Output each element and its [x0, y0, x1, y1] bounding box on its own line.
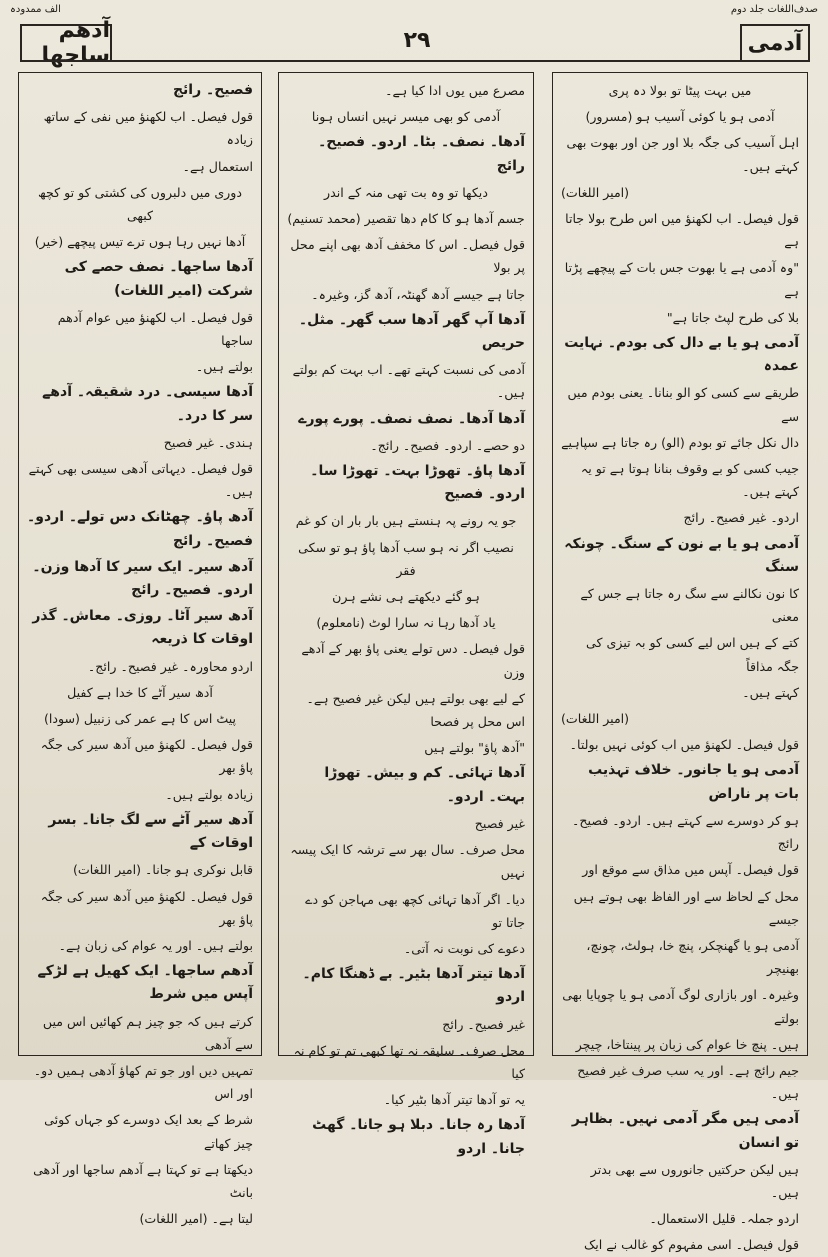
text-line: جیم رائج ہے۔ اور یہ سب صرف غیر فصیح ہیں۔ [577, 1062, 799, 1102]
text-line: یہ تو آدھا تیتر آدھا بٹیر کیا۔ [383, 1092, 525, 1108]
text-line: اردو جملہ۔ قلیل الاستعمال۔ [649, 1211, 799, 1227]
text-line: زیادہ بولتے ہیں۔ [165, 786, 253, 802]
page-header [0, 20, 828, 66]
text-line: آدمی ہو یا گھنچکر، پنچ خا، ہولٹ، چونچ، بھنیچر [586, 937, 799, 977]
text-line: دیکھا تو وہ بت تھی منہ کے اندر [324, 184, 488, 200]
text-line: "آدھ پاؤ" بولتے ہیں [424, 740, 525, 756]
text-line: دال نکل جائے تو بودم (الو) رہ جاتا ہے سپاہیے [561, 434, 799, 450]
entry-headword-line: آدھ سیر۔ ایک سیر کا آدھا وزن۔ اردو۔ فصیح۔ رائج [32, 558, 253, 599]
text-line: جاتا ہے جیسے آدھ گھنٹہ، آدھ گز، وغیرہ۔ [311, 286, 525, 302]
text-line: اردو۔ غیر فصیح۔ رائج [683, 510, 799, 526]
entry-headword-line: آدھا آدھا۔ نصف نصف۔ پورے پورے [298, 410, 525, 427]
text-line: دوری میں دلبروں کی کشتی کو تو کچھ کبھی [38, 184, 242, 224]
text-line: نصیب اگر نہ ہو سب آدھا پاؤ ہو تو سکی فقر [298, 539, 514, 578]
text-line: اہل آسیب کی جگہ بلا اور جن اور بھوت بھی کہتے ہیں۔ [566, 135, 799, 174]
volume-title: صدف‌اللغات جلد دوم [730, 4, 818, 15]
text-line: دعوے کی نوبت نہ آتی۔ [403, 940, 525, 956]
entry-headword-line: فصیح۔ رائج [172, 82, 253, 98]
text-line: قول فیصل۔ اب لکھنؤ میں اس طرح بولا جاتا ہے [565, 211, 799, 250]
header-rule [20, 60, 810, 62]
text-line: مصرع میں یوں ادا کیا ہے۔ [385, 83, 525, 98]
section-title: الف ممدودہ [10, 4, 61, 15]
entry-headword-line: آدھا تہائی۔ کم و بیش۔ تھوڑا بہت۔ اردو۔ [324, 765, 525, 805]
entry-headword-line: آدھا تیتر آدھا بٹیر۔ بے ڈھنگا کام۔ اردو [302, 966, 525, 1006]
text-line: بولتے ہیں۔ [195, 359, 253, 375]
entry-headword-line: آدھ سیر آٹے سے لگ جانا۔ بسر اوقات کے [48, 811, 253, 852]
running-head [0, 4, 828, 20]
entry-headword-line: آدمی ہو یا بے نون کے سنگ۔ چونکہ سنگ [564, 535, 799, 575]
text-line: بلا کی طرح لپٹ جاتا ہے" [666, 309, 799, 325]
text-line: ہو گئے دیکھتے ہی نشے ہرن [332, 589, 480, 605]
header-right-word: آدمی [740, 24, 810, 62]
text-line: ہیں۔ پنچ خا عوام کی زبان پر پینتاخا، چیچر [575, 1036, 799, 1052]
text-line: کہتے ہیں۔ [742, 684, 799, 700]
text-line: کے لیے بھی بولتے ہیں لیکن غیر فصیح ہے۔ اس محل پر فصحا [306, 690, 525, 730]
text-line: جسم آدھا ہو کا کام دھا تقصیر (محمد تسنیم) [287, 211, 525, 227]
text-line: ہندی۔ غیر فصیح [163, 434, 253, 450]
text-line: قول فیصل۔ لکھنؤ میں اب کوئی نہیں بولتا۔ [569, 737, 799, 753]
text-line: غیر فصیح۔ رائج [442, 1016, 525, 1032]
text-line: قول فیصل۔ اسی مفہوم کو غالب نے ایک [584, 1237, 799, 1253]
text-line: پیٹ اس کا ہے عمر کی زنبیل (سودا) [43, 711, 237, 727]
entry-headword-line: آدھا پاؤ۔ تھوڑا بہت۔ تھوڑا سا۔ اردو۔ فصیح [310, 463, 525, 503]
text-line: قول فیصل۔ اس کا مخفف آدھ بھی اپنے محل پر بولا [290, 237, 525, 276]
text-column-right [552, 72, 808, 1253]
text-line: قول فیصل۔ آپس میں مذاق سے موقع اور [582, 862, 799, 878]
page-number: ۲۹ [403, 28, 431, 53]
text-line: غیر فصیح [474, 815, 525, 831]
text-line: آدمی ہو یا کوئی آسیب ہو (مسرور) [585, 109, 775, 125]
text-line: کتے کے ہیں اس لیے کسی کو بہ تیزی کی جگہ مذاقاً [586, 635, 799, 674]
text-line: جیب کسی کو بے وقوف بنانا ہوتا ہے تو یہ کہتے ہیں۔ [580, 461, 799, 500]
text-line: کرتے ہیں کہ جو چیز ہم کھائیں اس میں سے آدھی [42, 1013, 253, 1052]
entry-headword-line: آدھ پاؤ۔ چھٹانک دس تولے۔ اردو۔ فصیح۔ رائج [27, 509, 253, 549]
text-line: آدمی کو بھی میسر نہیں انساں ہونا [311, 109, 501, 125]
entry-headword-line: آدھا۔ نصف۔ بٹا۔ اردو۔ فصیح۔ رائج [318, 134, 525, 174]
text-line: یاد آدھا رہا نہ سارا لوٹ (نامعلوم) [316, 615, 496, 631]
text-line: وغیرہ۔ اور بازاری لوگ آدمی ہو یا چوپایا بھی بولتے [562, 987, 799, 1026]
entry-headword-line: آدمی ہو یا جانور۔ خلاف تہذیب بات پر ناراض [588, 762, 799, 802]
text-line: قول فیصل۔ لکھنؤ میں آدھ سیر کی جگہ پاؤ بھر [40, 737, 253, 776]
text-line: محل کے لحاظ سے اور الفاظ بھی ہوتے ہیں جیسے [573, 888, 799, 927]
text-line: آدھ سیر آٹے کا خدا ہے کفیل [67, 684, 213, 700]
entry-headword-line: آدمی ہو یا بے دال کی بودم۔ نہایت عمدہ [564, 335, 799, 375]
text-line: تمہیں دیں اور جو تم کھاؤ آدھی ہمیں دو۔ اور اس [33, 1062, 253, 1102]
text-line: بولتے ہیں۔ اور یہ عوام کی زبان ہے۔ [58, 937, 253, 953]
text-line: شرط کے بعد ایک دوسرے کو جہاں کوئی چیز کھاتے [44, 1112, 253, 1151]
text-line: لیتا ہے۔ (امیر اللغات) [139, 1211, 253, 1227]
entry-headword-line: آدھم ساجھا۔ ایک کھیل ہے لڑکے آپس میں شرط [37, 963, 253, 1003]
text-line: دیا۔ اگر آدھا تہائی کچھ بھی مہاجن کو دے جاتا تو [305, 891, 525, 930]
text-line: استعمال ہے۔ [182, 158, 253, 174]
text-line: قول فیصل۔ اب لکھنؤ میں عوام آدھم ساجھا [57, 309, 253, 349]
text-line: طریقے سے کسی کو الو بنانا۔ یعنی بودم میں سے [567, 385, 799, 424]
entry-headword-line: آدمی ہیں مگر آدمی نہیں۔ بظاہر تو انسان [571, 1111, 799, 1151]
entry-headword-line: آدھا رہ جانا۔ دبلا ہو جانا۔ گھٹ جانا۔ اردو [312, 1117, 525, 1157]
entry-headword-line: آدھ سیر آٹا۔ روزی۔ معاش۔ گذر اوقات کا ذریعہ [32, 608, 253, 648]
text-line: قول فیصل۔ اب لکھنؤ میں نفی کے ساتھ زیادہ [43, 109, 253, 148]
entry-headword-line: آدھا سیسی۔ درد شقیقہ۔ آدھے سر کا درد۔ [42, 384, 253, 424]
text-line: محل صرف۔ سلیقہ نہ تھا کبھی تم تو کام نہ کیا [293, 1042, 525, 1081]
entry-headword-line: آدھا ساجھا۔ نصف حصے کی شرکت (امیر اللغات) [64, 259, 253, 299]
text-line: ہیں لیکن حرکتیں جانوروں سے بھی بدتر ہیں۔ [590, 1161, 799, 1200]
text-line: دیکھتا ہے تو کہتا ہے آدھم ساجھا اور آدھی بانٹ [33, 1161, 253, 1200]
text-line: جو یہ رونے پہ ہنستے ہیں بار بار ان کو غم [295, 513, 517, 529]
text-line: قابل نوکری ہو جانا۔ (امیر اللغات) [72, 862, 253, 878]
text-line: (امیر اللغات) [561, 711, 630, 727]
text-line: قول فیصل۔ دیہاتی آدھی سیسی بھی کہتے ہیں۔ [28, 461, 253, 500]
text-line: "وہ آدمی ہے یا بھوت جس بات کے پیچھے پڑتا ہے [564, 260, 799, 299]
text-line: محل صرف۔ سال بھر سے ترشہ کا ایک پیسہ نہیں [290, 842, 525, 881]
entry-headword-line: آدھا آپ گھر آدھا سب گھر۔ مثل۔ حریص [298, 311, 525, 352]
text-line: آدھا نہیں رہا ہوں ترے تیس پیچھے (خیر) [34, 234, 246, 250]
text-line: قول فیصل۔ دس تولے یعنی پاؤ بھر کے آدھے وزن [301, 641, 525, 680]
text-line: دو حصے۔ اردو۔ فصیح۔ رائج۔ [370, 437, 525, 453]
text-line: آدمی کی نسبت کہتے تھے۔ اب بہت کم بولتے ہیں۔ [292, 362, 525, 401]
text-line: کا نون نکالنے سے سگ رہ جاتا ہے جس کے معنی [580, 586, 799, 625]
text-line: (امیر اللغات) [561, 184, 630, 200]
text-column-middle [278, 72, 534, 1157]
text-line: میں بہت پیٹا تو بولا دہ پری [608, 83, 752, 98]
text-line: ہو کر دوسرے سے کہتے ہیں۔ اردو۔ فصیح۔ رائج [572, 812, 799, 852]
text-line: قول فیصل۔ لکھنؤ میں آدھ سیر کی جگہ پاؤ بھر [40, 888, 253, 927]
header-left-word: آدھم ساجھا [20, 24, 112, 62]
text-line: اردو محاورہ۔ غیر فصیح۔ رائج۔ [87, 658, 253, 674]
text-column-left [18, 72, 262, 1227]
